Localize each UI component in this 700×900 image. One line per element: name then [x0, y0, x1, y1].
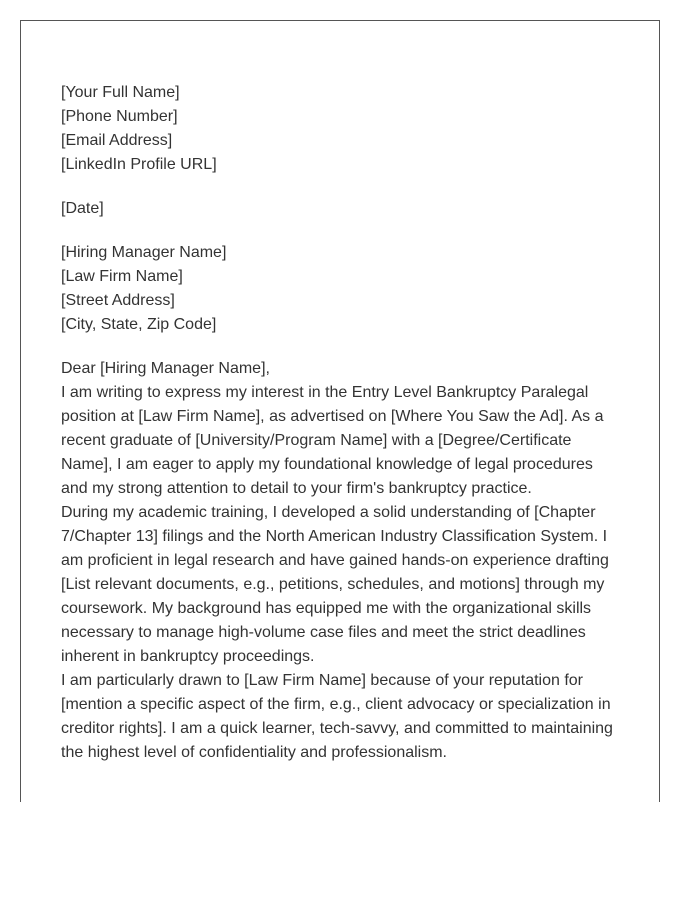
recipient-block — [61, 241, 621, 337]
sender-email: [Email Address] — [61, 132, 173, 149]
letter-content — [61, 81, 621, 765]
sender-name: [Your Full Name] — [61, 84, 180, 101]
recipient-city-state-zip: [City, State, Zip Code] — [61, 316, 217, 333]
salutation: Dear [Hiring Manager Name], — [61, 360, 270, 377]
sender-block — [61, 81, 621, 177]
page-bottom-margin — [0, 802, 700, 900]
recipient-street: [Street Address] — [61, 292, 175, 309]
letter-page — [20, 20, 660, 802]
salutation-block — [61, 357, 621, 381]
body-paragraph-3: I am particularly drawn to [Law Firm Name] because of your reputation for [mention a specific aspect of the firm, e.g., client advocacy or specialization in creditor rights]. I am a quick learner, tech-savvy, and committed to maintaining the highest level of confidentiality and professionalism. — [61, 672, 613, 761]
recipient-manager: [Hiring Manager Name] — [61, 244, 227, 261]
body-paragraph-1: I am writing to express my interest in the Entry Level Bankruptcy Paralegal position at [Law Firm Name], as advertised on [Where You Saw the Ad]. As a recent graduate of [University/Program Name] with a [Degree/Certificate Name], I am eager to apply my foundational knowledge of legal procedures and my strong attention to detail to your firm's bankruptcy practice. — [61, 384, 604, 497]
body-paragraph-2: During my academic training, I developed a solid understanding of [Chapter 7/Chapter 13] filings and the North American Industry Classification System. I am proficient in legal research and have gained hands-on experience drafting [List relevant documents, e.g., petitions, schedules, and motions] through my coursework. My background has equipped me with the organizational skills necessary to manage high-volume case files and meet the strict deadlines inherent in bankruptcy proceedings. — [61, 504, 609, 665]
sender-phone: [Phone Number] — [61, 108, 178, 125]
letter-date: [Date] — [61, 200, 104, 217]
date-block — [61, 197, 621, 221]
sender-linkedin: [LinkedIn Profile URL] — [61, 156, 217, 173]
recipient-firm: [Law Firm Name] — [61, 268, 183, 285]
